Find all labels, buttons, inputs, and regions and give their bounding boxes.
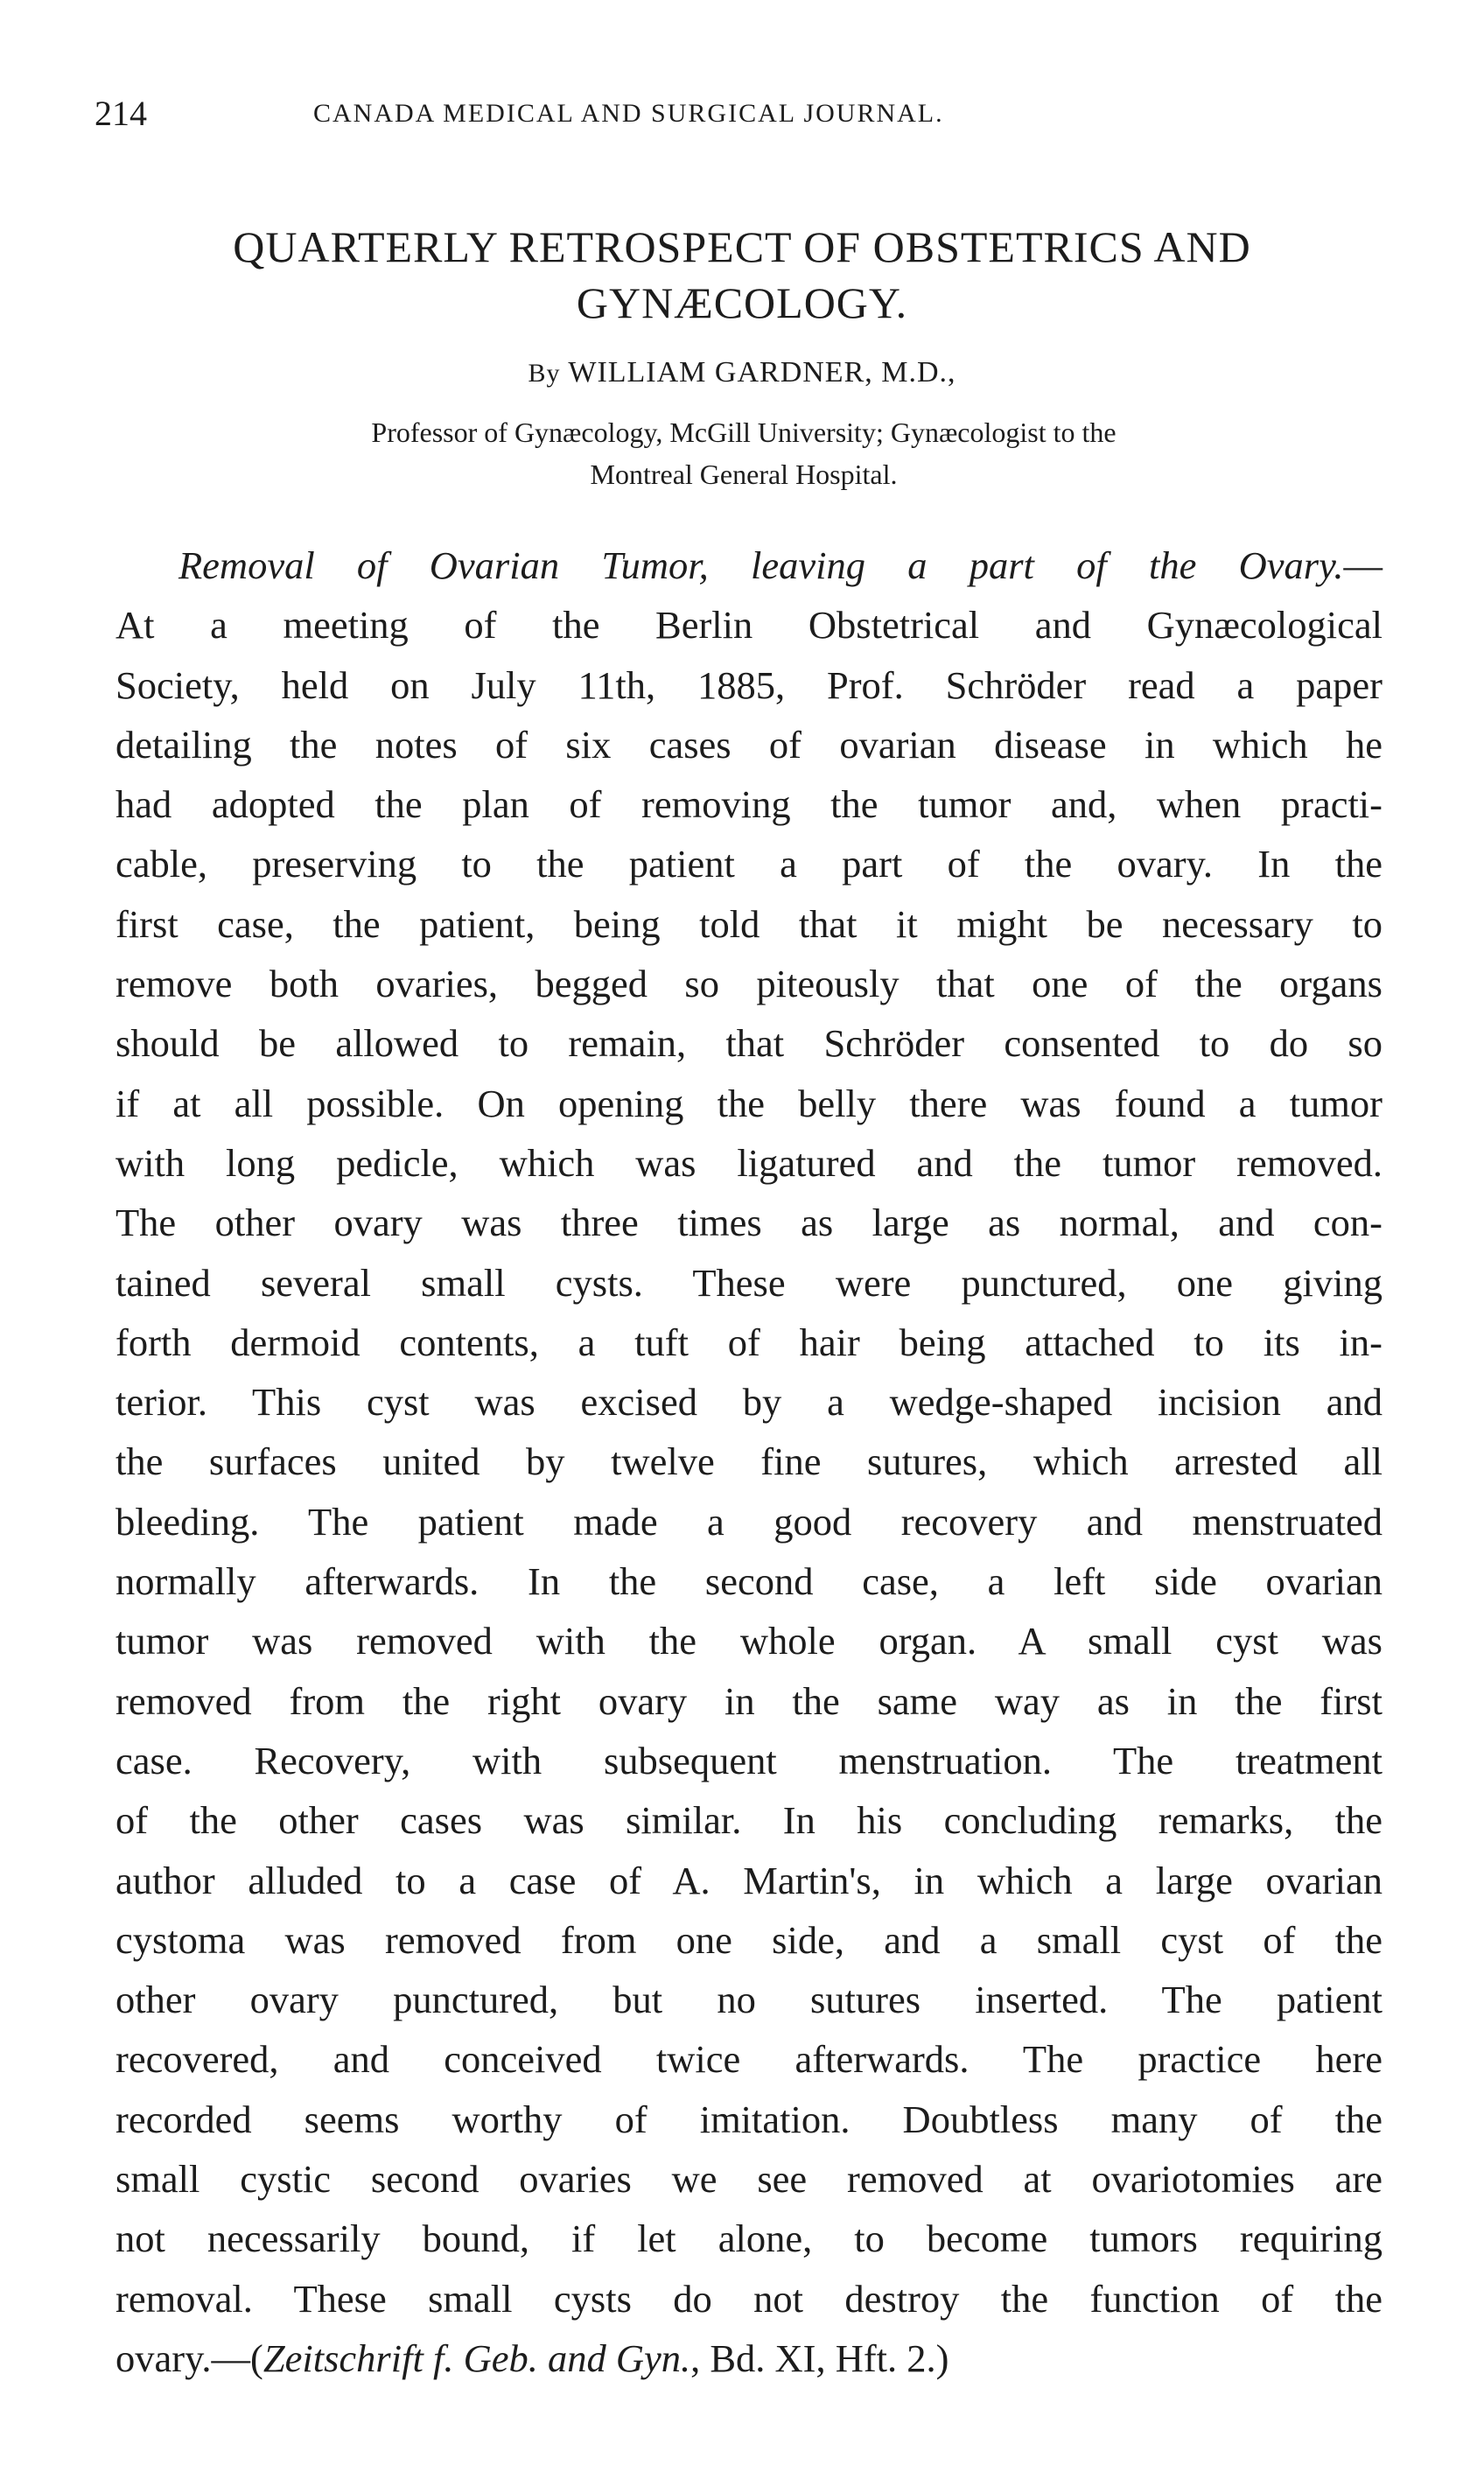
body-line: At a meeting of the Berlin Obstetrical and Gynæcological (116, 603, 1382, 648)
body-line: author alluded to a case of A. Martin's, in which a large ovarian (116, 1858, 1382, 1902)
article-body (116, 536, 1382, 2388)
affiliation-line-2: Montreal General Hospital. (590, 459, 898, 490)
body-line: normally afterwards. In the second case, a left side ovarian (116, 1559, 1382, 1604)
citation-journal: Zeitschrift f. Geb. and Gyn. (262, 2335, 691, 2380)
article-title-line-1: QUARTERLY RETROSPECT OF OBSTETRICS AND (233, 222, 1251, 271)
body-line: tained several small cysts. These were punctured, one giving (116, 1260, 1382, 1305)
body-line: with long pedicle, which was ligatured and the tumor removed. (116, 1140, 1382, 1185)
section-subhead (116, 536, 1382, 595)
subhead-dash: — (1343, 543, 1382, 587)
article-title (94, 219, 1390, 331)
body-line: Society, held on July 11th, 1885, Prof. Schröder read a paper (116, 662, 1382, 707)
byline-by: By (528, 359, 561, 388)
body-line: had adopted the plan of removing the tumor and, when practi- (116, 782, 1382, 827)
running-head (94, 88, 1390, 140)
body-line: the surfaces united by twelve fine sutures, which arrested all (116, 1439, 1382, 1484)
body-line: The other ovary was three times as large as normal, and con- (116, 1201, 1382, 1245)
body-line: cable, preserving to the patient a part of the ovary. In the (116, 842, 1382, 886)
affiliation-line-1: Professor of Gynæcology, McGill University; Gynæcologist to the (371, 417, 1116, 448)
body-line: remove both ovaries, begged so piteously that one of the organs (116, 962, 1382, 1006)
body-line: first case, the patient, being told that it might be necessary to (116, 901, 1382, 946)
body-line: forth dermoid contents, a tuft of hair being attached to its in- (116, 1320, 1382, 1364)
body-line: tumor was removed with the whole organ. A small cyst was (116, 1619, 1382, 1663)
body-line: detailing the notes of six cases of ovarian disease in which he (116, 722, 1382, 767)
body-line: not necessarily bound, if let alone, to become tumors requiring (116, 2216, 1382, 2261)
body-line-citation (116, 2328, 1382, 2388)
body-line: other ovary punctured, but no sutures inserted. The patient (116, 1978, 1382, 2022)
page-number: 214 (94, 94, 147, 133)
body-line: should be allowed to remain, that Schröder consented to do so (116, 1021, 1382, 1066)
body-line: recorded seems worthy of imitation. Doubtless many of the (116, 2097, 1382, 2141)
body-line: if at all possible. On opening the belly there was found a tumor (116, 1081, 1382, 1125)
author-affiliation (140, 411, 1348, 495)
body-line: cystoma was removed from one side, and a small cyst of the (116, 1917, 1382, 1962)
body-line: case. Recovery, with subsequent menstruation. The treatment (116, 1738, 1382, 1782)
body-line: terior. This cyst was excised by a wedge-shaped incision and (116, 1380, 1382, 1425)
journal-name: CANADA MEDICAL AND SURGICAL JOURNAL. (313, 99, 944, 128)
citation-prefix: ovary.—( (116, 2335, 263, 2380)
subhead-text: Removal of Ovarian Tumor, leaving a part of the Ovary. (178, 543, 1344, 587)
body-line: removal. These small cysts do not destroy the function of the (116, 2276, 1382, 2321)
byline (94, 350, 1390, 396)
body-line: removed from the right ovary in the same way as in the first (116, 1678, 1382, 1723)
article-title-line-2: GYNÆCOLOGY. (576, 278, 908, 327)
body-line: of the other cases was similar. In his concluding remarks, the (116, 1798, 1382, 1843)
citation-suffix: , Bd. XI, Hft. 2.) (690, 2335, 949, 2380)
body-line: small cystic second ovaries we see removed at ovariotomies are (116, 2157, 1382, 2202)
body-line: recovered, and conceived twice afterwards. The practice here (116, 2037, 1382, 2082)
author-name: WILLIAM GARDNER, M.D., (568, 356, 956, 389)
body-line: bleeding. The patient made a good recovery and menstruated (116, 1499, 1382, 1544)
